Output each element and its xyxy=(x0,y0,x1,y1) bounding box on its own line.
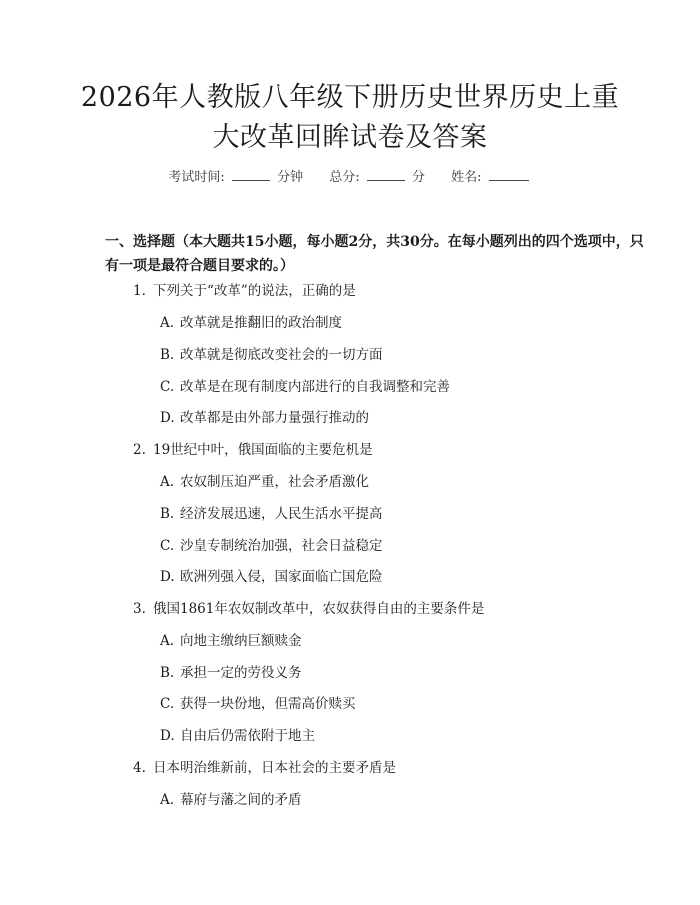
question-number: 3. xyxy=(133,601,146,617)
question-stem: 下列关于“改革”的说法，正确的是 xyxy=(153,283,356,299)
option-text: 改革是在现有制度内部进行的自我调整和完善 xyxy=(180,379,450,395)
option-text: 改革就是彻底改变社会的一切方面 xyxy=(180,347,383,363)
question-stem: 日本明治维新前，日本社会的主要矛盾是 xyxy=(153,760,396,776)
question-3-option-b xyxy=(160,663,302,683)
question-number: 2. xyxy=(133,442,146,458)
option-letter: D. xyxy=(160,569,175,585)
option-text: 欧洲列强入侵，国家面临亡国危险 xyxy=(180,569,383,585)
option-letter: A. xyxy=(160,792,175,808)
student-name-blank xyxy=(489,168,529,181)
option-text: 经济发展迅速，人民生活水平提高 xyxy=(180,506,383,522)
question-2-option-d xyxy=(160,567,383,587)
question-3-option-c xyxy=(160,694,356,714)
option-text: 承担一定的劳役义务 xyxy=(180,665,302,681)
option-letter: C. xyxy=(160,379,175,395)
question-3 xyxy=(133,599,484,619)
total-score-blank xyxy=(367,168,405,181)
question-4-option-a xyxy=(160,790,302,810)
student-name-label: 姓名: xyxy=(451,170,482,185)
option-text: 向地主缴纳巨额赎金 xyxy=(180,633,302,649)
document-title-line-1: 2026年人教版八年级下册历史世界历史上重 xyxy=(80,82,620,113)
option-text: 沙皇专制统治加强，社会日益稳定 xyxy=(180,538,383,554)
question-number: 1. xyxy=(133,283,146,299)
option-letter: D. xyxy=(160,410,175,426)
exam-time-label: 考试时间: xyxy=(168,170,225,185)
section-header-multiple-choice: 一、选择题（本大题共15小题，每小题2分，共30分。在每小题列出的四个选项中，只有一项是最符合题目要求的。） xyxy=(105,234,644,274)
option-letter: C. xyxy=(160,538,175,554)
total-score-field xyxy=(329,168,425,188)
total-score-label: 总分: xyxy=(329,170,360,185)
question-2 xyxy=(133,440,373,460)
student-name-field xyxy=(451,168,532,188)
exam-info-row xyxy=(0,168,700,188)
option-text: 改革都是由外部力量强行推动的 xyxy=(180,410,369,426)
option-letter: A. xyxy=(160,474,175,490)
option-text: 自由后仍需依附于地主 xyxy=(180,728,315,744)
option-letter: A. xyxy=(160,315,175,331)
question-1-option-c xyxy=(160,377,450,397)
option-letter: B. xyxy=(160,665,175,681)
question-1 xyxy=(133,281,356,301)
question-2-option-c xyxy=(160,536,383,556)
option-letter: A. xyxy=(160,633,175,649)
question-3-option-d xyxy=(160,726,315,746)
exam-time-blank xyxy=(232,168,270,181)
option-text: 农奴制压迫严重，社会矛盾激化 xyxy=(180,474,369,490)
option-letter: B. xyxy=(160,347,175,363)
option-text: 幕府与藩之间的矛盾 xyxy=(180,792,302,808)
exam-time-unit: 分钟 xyxy=(277,170,304,185)
option-letter: B. xyxy=(160,506,175,522)
question-stem: 19世纪中叶，俄国面临的主要危机是 xyxy=(153,442,373,458)
option-letter: D. xyxy=(160,728,175,744)
exam-time-field xyxy=(168,168,303,188)
question-3-option-a xyxy=(160,631,302,651)
option-text: 获得一块份地，但需高价赎买 xyxy=(180,696,356,712)
document-title-line-2: 大改革回眸试卷及答案 xyxy=(212,122,488,153)
question-1-option-b xyxy=(160,345,383,365)
question-2-option-a xyxy=(160,472,369,492)
total-score-unit: 分 xyxy=(411,170,425,185)
question-4 xyxy=(133,758,396,778)
option-letter: C. xyxy=(160,696,175,712)
question-2-option-b xyxy=(160,504,383,524)
question-1-option-a xyxy=(160,313,342,333)
option-text: 改革就是推翻旧的政治制度 xyxy=(180,315,342,331)
question-number: 4. xyxy=(133,760,146,776)
question-stem: 俄国1861年农奴制改革中，农奴获得自由的主要条件是 xyxy=(153,601,485,617)
question-1-option-d xyxy=(160,408,369,428)
